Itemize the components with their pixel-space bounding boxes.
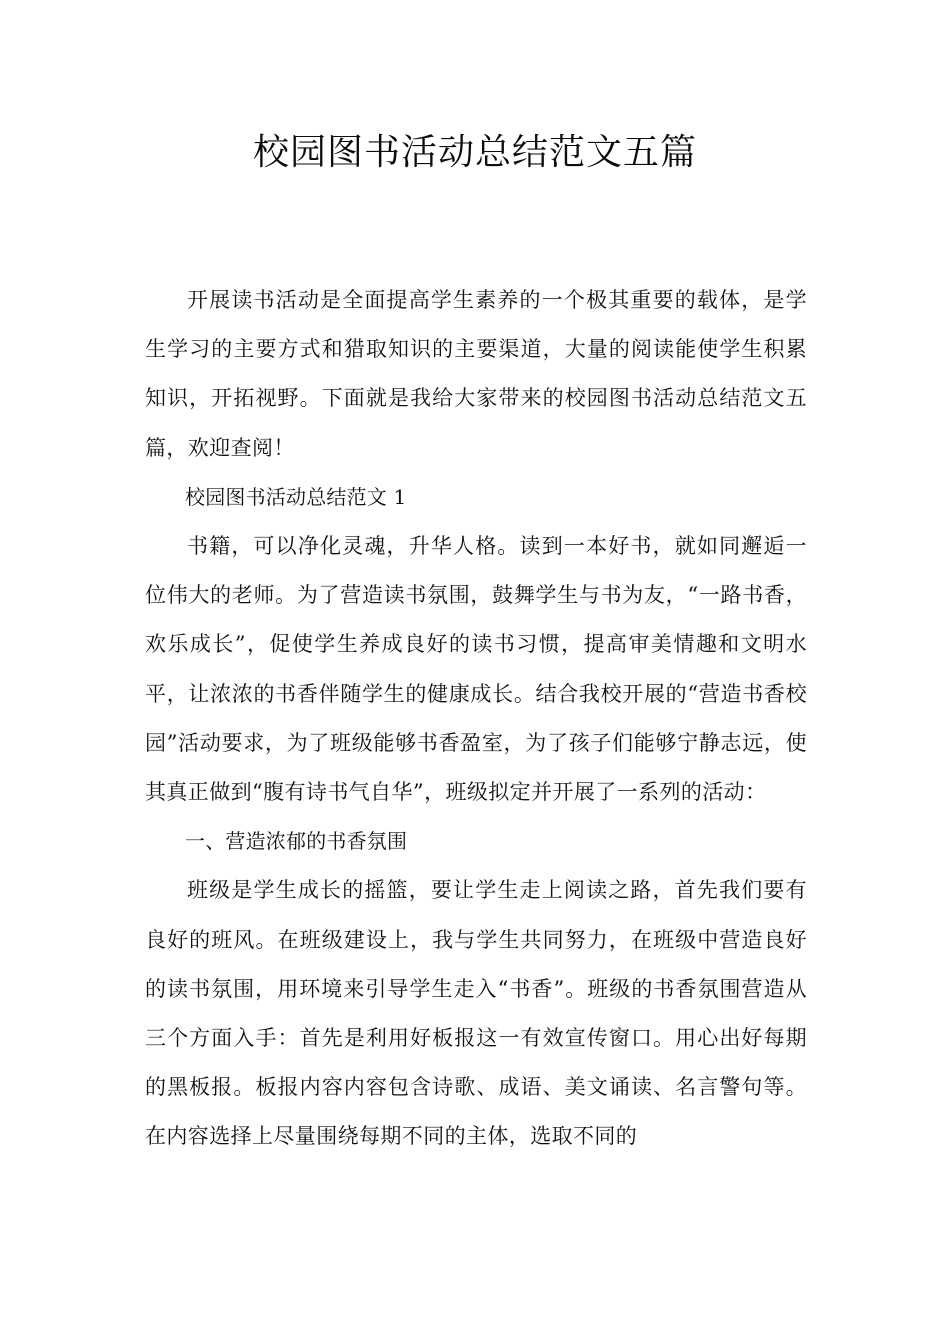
section-heading: 校园图书活动总结范文 1 xyxy=(185,484,407,509)
body-paragraph: 书籍，可以净化灵魂，升华人格。读到一本好书，就如同邂逅一位伟大的老师。为了营造读书氛围，鼓舞学生与书为友，“一路书香，欢乐成长”，促使学生养成良好的读书习惯，提高审美情趣和文明水平，让浓浓的书香伴随学生的健康成长。结合我校开展的“营造书香校园”活动要求，为了班级能够书香盈室，为了孩子们能够宁静志远，使其真正做到“腹有诗书气自华”，班级拟定并开展了一系列的活动： xyxy=(145,534,807,805)
subsection-heading: 一、营造浓郁的书香氛围 xyxy=(185,829,408,854)
body-paragraph: 班级是学生成长的摇篮，要让学生走上阅读之路，首先我们要有良好的班风。在班级建设上，我与学生共同努力，在班级中营造良好的读书氛围，用环境来引导学生走入“书香”。班级的书香氛围营造从三个方面入手：首先是利用好板报这一有效宣传窗口。用心出好每期的黑板报。板报内容内容包含诗歌、成语、美文诵读、名言警句等。在内容选择上尽量围绕每期不同的主体，选取不同的 xyxy=(145,878,807,1149)
document-title: 校园图书活动总结范文五篇 xyxy=(252,132,697,173)
document-body xyxy=(145,276,807,1162)
intro-paragraph: 开展读书活动是全面提高学生素养的一个极其重要的载体，是学生学习的主要方式和猎取知识的主要渠道，大量的阅读能使学生积累知识，开拓视野。下面就是我给大家带来的校园图书活动总结范文五篇，欢迎查阅！ xyxy=(145,288,807,460)
